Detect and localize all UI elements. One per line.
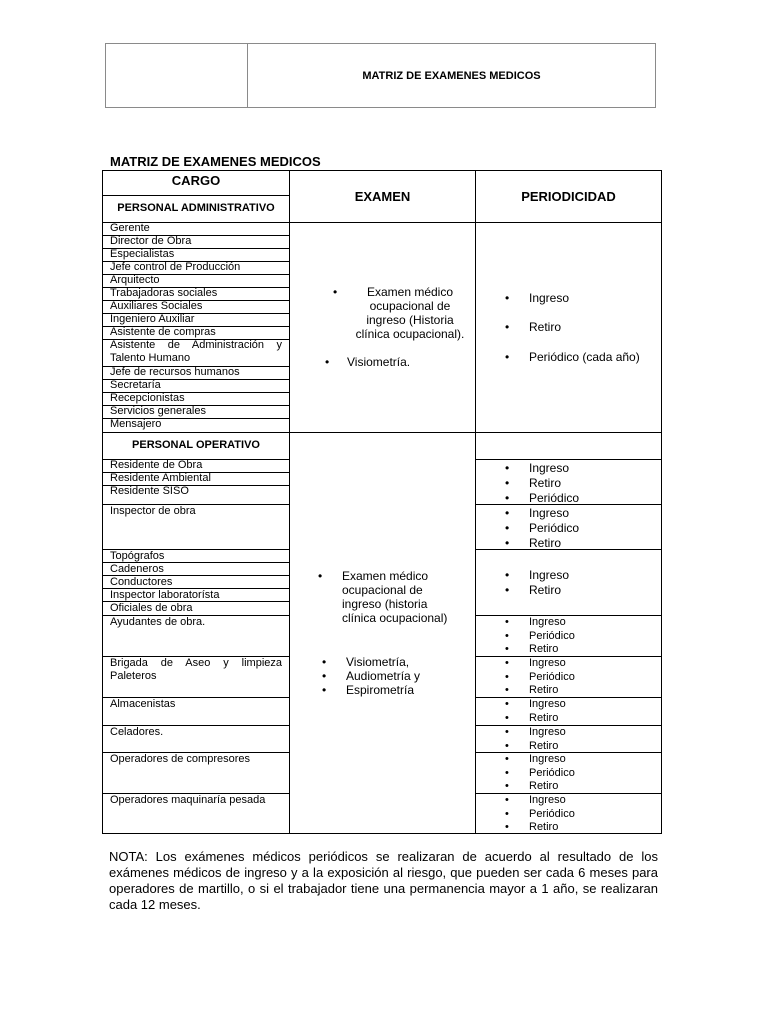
- period-item: [505, 521, 580, 536]
- bullet-icon: •: [505, 320, 510, 334]
- role-cell: Operadores maquinaría pesada: [110, 794, 266, 806]
- bullet-icon: •: [505, 491, 510, 505]
- bullet-icon: •: [318, 569, 323, 583]
- op-exam-list-2: [322, 655, 421, 697]
- admin-period-item: [505, 320, 562, 334]
- admin-exam-cell: [335, 285, 485, 341]
- period-text: Retiro: [529, 739, 559, 752]
- role-cell: Operadores de compresores: [110, 753, 251, 765]
- period-item: [505, 780, 575, 794]
- period-text: Ingreso: [529, 616, 566, 628]
- role-cell: Residente Ambiental: [110, 472, 211, 484]
- bullet-icon: •: [322, 683, 327, 697]
- bullet-icon: •: [505, 629, 509, 642]
- matrix-title: MATRIZ DE EXAMENES MEDICOS: [110, 154, 321, 169]
- role-cell: Arquitecto: [110, 274, 160, 286]
- role-cell: Servicios generales: [110, 405, 206, 417]
- exam-line: ingreso (historia: [342, 597, 428, 611]
- period-text: Retiro: [529, 711, 559, 724]
- period-item: [505, 568, 570, 583]
- exam-line: Espirometría: [346, 683, 415, 697]
- exam-line: Examen médico: [342, 569, 429, 583]
- period-text: Periódico: [529, 807, 575, 820]
- period-text: Ingreso: [529, 753, 566, 765]
- period-text: Periódico: [529, 766, 575, 779]
- bullet-icon: •: [505, 616, 509, 628]
- exam-line: ocupacional de: [369, 299, 451, 313]
- period-text: Retiro: [529, 320, 562, 334]
- bullet-icon: •: [505, 739, 509, 752]
- period-list: [505, 568, 570, 598]
- role-cell: Asistente de compras: [110, 326, 216, 338]
- role-cell: Asistente de Administración y: [110, 339, 282, 351]
- bullet-icon: •: [505, 684, 509, 696]
- period-item: [505, 536, 579, 551]
- period-text: Retiro: [529, 821, 559, 833]
- period-text: Retiro: [529, 684, 559, 696]
- period-text: Ingreso: [529, 794, 566, 806]
- exam-line: clínica ocupacional).: [355, 327, 465, 341]
- role-cell: Trabajadoras sociales: [110, 287, 218, 299]
- period-text: Periódico: [529, 629, 575, 642]
- admin-period-item: [505, 291, 570, 305]
- period-list: [505, 698, 566, 725]
- period-text: Retiro: [529, 583, 562, 597]
- period-list: [505, 616, 575, 657]
- col-header-cargo: CARGO: [171, 173, 221, 188]
- role-cell: Auxiliares Sociales: [110, 300, 203, 312]
- bullet-icon: •: [505, 476, 510, 490]
- col-divider-examen: [475, 171, 476, 833]
- bullet-icon: •: [322, 669, 327, 683]
- period-item: [505, 491, 580, 506]
- period-item: [505, 476, 579, 491]
- bullet-icon: •: [505, 521, 510, 535]
- exam-line: Examen médico: [366, 285, 454, 299]
- bullet-icon: •: [505, 291, 510, 305]
- period-text: Ingreso: [529, 698, 566, 710]
- bullet-icon: •: [505, 794, 509, 806]
- role-cell: Jefe de recursos humanos: [110, 366, 240, 378]
- role-cell: Residente SISO: [110, 485, 189, 497]
- period-list: [505, 657, 575, 698]
- period-list: [505, 726, 566, 753]
- row-line: [103, 222, 661, 223]
- admin-period-item: [505, 350, 640, 364]
- row-line: [103, 195, 289, 196]
- section-header-admin: PERSONAL ADMINISTRATIVO: [117, 202, 275, 214]
- role-cell: Secretaría: [110, 379, 161, 391]
- period-list: [505, 753, 575, 794]
- role-cell: Especialistas: [110, 248, 175, 260]
- bullet-icon: •: [505, 698, 509, 710]
- period-item: [505, 643, 575, 657]
- role-cell: Celadores.: [110, 726, 164, 738]
- bullet-icon: •: [505, 753, 509, 765]
- period-item: [505, 698, 566, 712]
- period-text: Periódico: [529, 491, 580, 505]
- period-list: [505, 461, 580, 506]
- bullet-icon: •: [505, 350, 510, 364]
- period-item: [505, 616, 575, 630]
- role-cell: Topógrafos: [110, 550, 165, 562]
- bullet-icon: •: [505, 780, 509, 792]
- role-cell: Ingeniero Auxiliar: [110, 313, 195, 325]
- exam-line: clínica ocupacional): [342, 611, 448, 625]
- row-line: [103, 432, 661, 433]
- period-item: [505, 726, 566, 740]
- role-cell: Recepcionistas: [110, 392, 185, 404]
- col-header-periodicidad: PERIODICIDAD: [521, 189, 616, 204]
- role-cell: Jefe control de Producción: [110, 261, 241, 273]
- exam-line: Visiometría,: [346, 655, 410, 669]
- exam-matrix-table: [102, 170, 662, 834]
- header-title: MATRIZ DE EXAMENES MEDICOS: [362, 70, 541, 82]
- exam-line: ingreso (Historia: [366, 313, 454, 327]
- bullet-icon: •: [505, 807, 509, 820]
- exam-line-row: [342, 569, 467, 583]
- period-item: [505, 711, 566, 726]
- role-cell: Residente de Obra: [110, 459, 203, 471]
- period-item: [505, 583, 569, 598]
- role-cell: Ayudantes de obra.: [110, 616, 206, 628]
- role-cell: Talento Humano: [110, 352, 191, 364]
- role-cell: Inspector de obra: [110, 505, 196, 517]
- period-item: [505, 807, 575, 822]
- period-text: Periódico: [529, 521, 580, 535]
- bullet-icon: •: [505, 643, 509, 655]
- exam-item: [322, 655, 420, 669]
- role-cell: Cadeneros: [110, 563, 164, 575]
- col-divider-cargo: [289, 171, 290, 833]
- bullet-icon: •: [333, 285, 338, 299]
- role-cell: Director de Obra: [110, 235, 192, 247]
- period-item: [505, 739, 566, 754]
- period-item: [505, 684, 575, 698]
- admin-exam-item-2: [325, 355, 411, 369]
- period-item: [505, 821, 575, 835]
- row-line: [475, 725, 661, 726]
- period-item: [505, 461, 579, 476]
- period-text: Ingreso: [529, 461, 570, 475]
- bullet-icon: •: [325, 355, 330, 369]
- row-line: [475, 459, 661, 460]
- role-cell: Brigada de Aseo y limpieza: [110, 657, 282, 669]
- period-text: Retiro: [529, 643, 559, 655]
- period-text: Retiro: [529, 780, 559, 792]
- document-header-box: [105, 43, 656, 108]
- period-text: Retiro: [529, 476, 562, 490]
- exam-line: Audiometría y: [346, 669, 421, 683]
- admin-exam-item-1: [335, 285, 485, 341]
- exam-line: ocupacional de: [342, 583, 423, 597]
- role-cell: Inspector laboratorísta: [110, 589, 220, 601]
- period-text: Periódico (cada año): [529, 350, 640, 364]
- role-cell: Gerente: [110, 222, 150, 234]
- col-header-examen: EXAMEN: [354, 189, 411, 204]
- role-cell: Mensajero: [110, 418, 162, 430]
- role-cell: Oficiales de obra: [110, 602, 193, 614]
- exam-item: [322, 669, 421, 683]
- period-text: Periódico: [529, 670, 575, 683]
- bullet-icon: •: [505, 657, 509, 669]
- period-text: Ingreso: [529, 657, 566, 669]
- note-paragraph: NOTA: Los exámenes médicos periódicos se realizaran de acuerdo al resultado de los exámenes médicos de ingreso y a la exposición al riesgo, que pueden ser cada 6 meses para operadores de martillo, o si el trabajador tiene una permanencia mayor a 1 año, se realizaran cada 12 meses.: [109, 849, 658, 912]
- bullet-icon: •: [505, 766, 509, 779]
- period-list: [505, 794, 575, 835]
- period-item: [505, 629, 575, 644]
- bullet-icon: •: [505, 711, 509, 724]
- period-item: [505, 766, 575, 781]
- period-text: Ingreso: [529, 568, 570, 582]
- section-header-operativo: PERSONAL OPERATIVO: [132, 439, 260, 451]
- period-item: [505, 753, 575, 767]
- period-item: [505, 657, 575, 671]
- bullet-icon: •: [505, 536, 510, 550]
- bullet-icon: •: [505, 726, 509, 738]
- role-cell: Paleteros: [110, 670, 157, 682]
- role-cell: Conductores: [110, 576, 173, 588]
- role-cell: Almacenistas: [110, 698, 176, 710]
- period-text: Ingreso: [529, 291, 570, 305]
- bullet-icon: •: [505, 821, 509, 833]
- exam-item: [322, 683, 420, 697]
- period-item: [505, 794, 575, 808]
- bullet-icon: •: [505, 670, 509, 683]
- period-text: Ingreso: [529, 726, 566, 738]
- bullet-icon: •: [505, 506, 510, 520]
- bullet-icon: •: [505, 583, 510, 597]
- exam-line: Visiometría.: [347, 355, 411, 369]
- bullet-icon: •: [505, 461, 510, 475]
- period-list: [505, 506, 580, 551]
- op-exam-item-1: [318, 569, 467, 625]
- period-item: [505, 670, 575, 685]
- period-item: [505, 506, 579, 521]
- period-text: Retiro: [529, 536, 562, 550]
- bullet-icon: •: [505, 568, 510, 582]
- bullet-icon: •: [322, 655, 327, 669]
- period-text: Ingreso: [529, 506, 570, 520]
